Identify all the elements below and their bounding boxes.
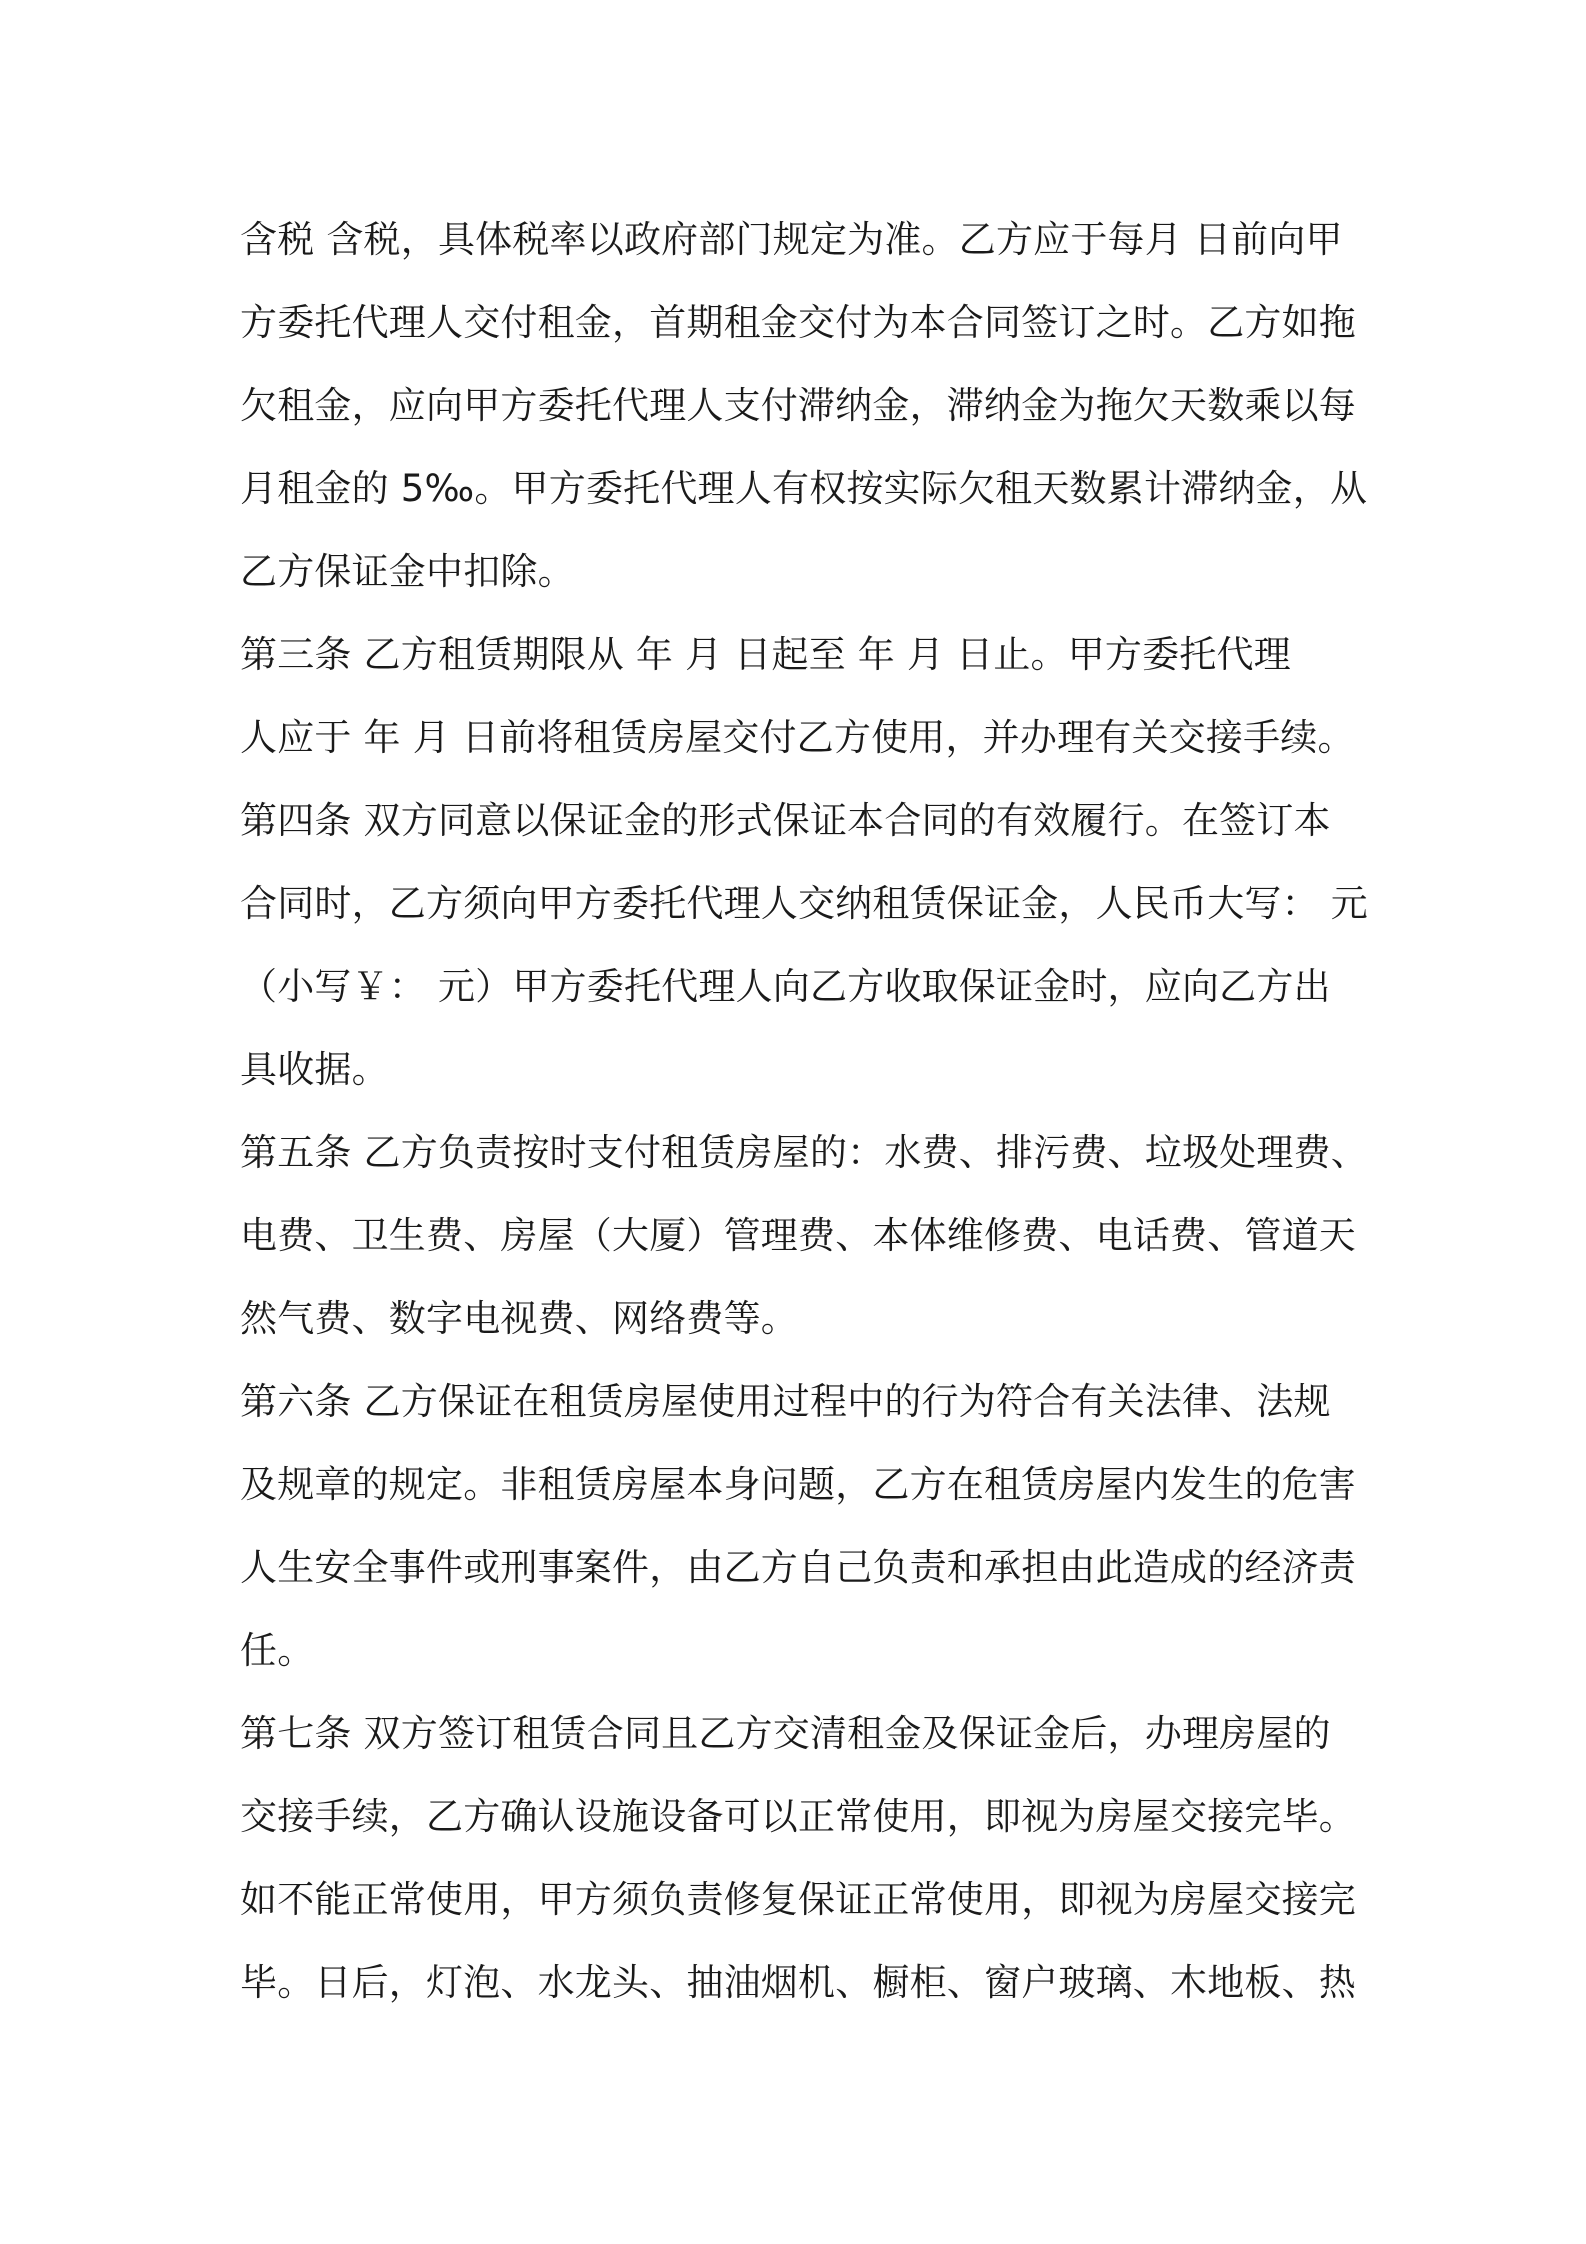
text-line: 人生安全事件或刑事案件，由乙方自己负责和承担由此造成的经济责 (240, 1546, 1356, 1589)
text-line: 如不能正常使用，甲方须负责修复保证正常使用，即视为房屋交接完 (240, 1878, 1356, 1921)
text-line: 电费、卫生费、房屋（大厦）管理费、本体维修费、电话费、管道天 (240, 1214, 1356, 1257)
text-line: 含税 含税，具体税率以政府部门规定为准。乙方应于每月 日前向甲 (240, 218, 1343, 261)
text-line: 及规章的规定。非租赁房屋本身问题，乙方在租赁房屋内发生的危害 (240, 1463, 1356, 1506)
text-line: 交接手续，乙方确认设施设备可以正常使用，即视为房屋交接完毕。 (240, 1795, 1356, 1838)
clause-7-line: 第七条 双方签订租赁合同且乙方交清租金及保证金后，办理房屋的 (240, 1712, 1331, 1755)
clause-6-line: 第六条 乙方保证在租赁房屋使用过程中的行为符合有关法律、法规 (240, 1380, 1331, 1423)
text-line: 合同时，乙方须向甲方委托代理人交纳租赁保证金，人民币大写： 元 (240, 882, 1368, 925)
text-line: 月租金的 5‰。甲方委托代理人有权按实际欠租天数累计滞纳金，从 (240, 467, 1368, 510)
text-line: 欠租金，应向甲方委托代理人支付滞纳金，滞纳金为拖欠天数乘以每 (240, 384, 1356, 427)
text-line: 人应于 年 月 日前将租赁房屋交付乙方使用，并办理有关交接手续。 (240, 716, 1355, 759)
clause-5-line: 第五条 乙方负责按时支付租赁房屋的：水费、排污费、垃圾处理费、 (240, 1131, 1368, 1174)
text-line: 毕。日后，灯泡、水龙头、抽油烟机、橱柜、窗户玻璃、木地板、热 (240, 1961, 1356, 2004)
contract-text-body (240, 198, 1368, 2024)
clause-3-line: 第三条 乙方租赁期限从 年 月 日起至 年 月 日止。甲方委托代理 (240, 633, 1291, 676)
text-line: 方委托代理人交付租金，首期租金交付为本合同签订之时。乙方如拖 (240, 301, 1356, 344)
text-line: （小写￥： 元）甲方委托代理人向乙方收取保证金时，应向乙方出 (240, 965, 1331, 1008)
text-line: 具收据。 (240, 1048, 389, 1091)
clause-4-line: 第四条 双方同意以保证金的形式保证本合同的有效履行。在签订本 (240, 799, 1331, 842)
text-line: 乙方保证金中扣除。 (240, 550, 575, 593)
text-line: 任。 (240, 1629, 315, 1672)
text-line: 然气费、数字电视费、网络费等。 (240, 1297, 798, 1340)
